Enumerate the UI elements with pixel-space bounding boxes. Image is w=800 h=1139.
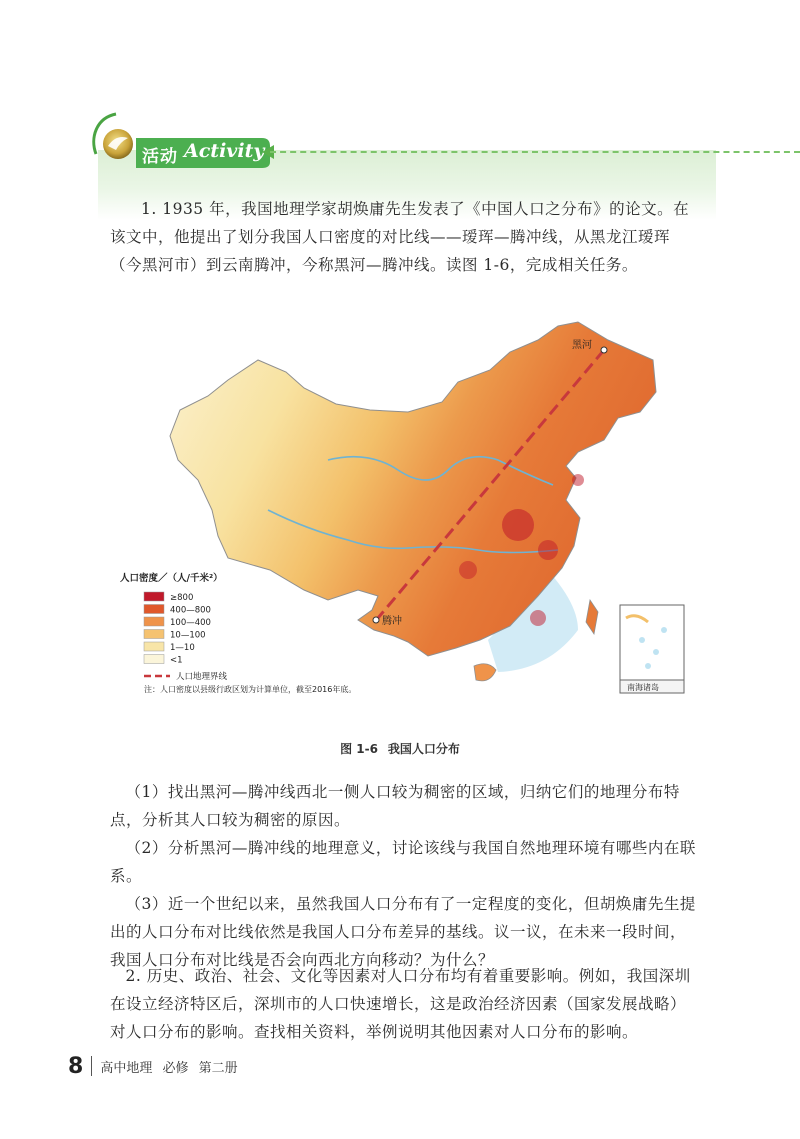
china-population-map: [108, 300, 708, 710]
legend-swatch: [144, 617, 164, 626]
activity-header: [86, 108, 726, 168]
book-volume: 必修: [162, 1060, 189, 1076]
activity-title-cn: 活动: [142, 147, 178, 167]
legend-swatch: [144, 605, 164, 614]
figure-caption: [0, 740, 800, 757]
task-3: （3）近一个世纪以来，虽然我国人口分布有了一定程度的变化，但胡焕庸先生提出的人口分布对比线依然是我国人口分布差异的基线。议一议，在未来一段时间，我国人口分布对比线是否会向西北方向移动？为什么？: [110, 895, 696, 969]
dense-cluster: [538, 540, 558, 560]
legend-swatch: [144, 642, 164, 651]
heihe-city-marker: [601, 347, 607, 353]
book-part: 第二册: [198, 1060, 238, 1076]
task-1: （1）找出黑河—腾冲线西北一侧人口较为稠密的区域，归纳它们的地理分布特点，分析其人口较为稠密的原因。: [110, 783, 680, 829]
dense-cluster: [502, 509, 534, 541]
legend-item-label: 10—100: [170, 630, 206, 641]
item-2: 2. 历史、政治、社会、文化等因素对人口分布均有着重要影响。例如，我国深圳在设立经济特区后，深圳市的人口快速增长，这是政治经济因素（国家发展战略）对人口分布的影响。查找相关资料，举例说明其他因素对人口分布的影响。: [110, 967, 691, 1041]
tengchong-city-label: 腾冲: [382, 616, 402, 627]
legend-item-label: 400—800: [170, 605, 211, 616]
south-china-sea-inset: [620, 605, 684, 693]
legend-note: 注：人口密度以县级行政区划为计算单位，截至2016年底。: [144, 685, 357, 694]
legend-swatch: [144, 655, 164, 664]
dense-cluster: [459, 561, 477, 579]
tengchong-city-marker: [373, 617, 379, 623]
figure-number: 图 1-6: [340, 742, 378, 756]
legend-swatch: [144, 630, 164, 639]
intro-paragraph: 1. 1935 年，我国地理学家胡焕庸先生发表了《中国人口之分布》的论文。在该文中，他提出了划分我国人口密度的对比线——瑷珲—腾冲线，从黑龙江瑷珲（今黑河市）到云南腾冲，今称黑河—腾冲线。读图 1-6，完成相关任务。: [110, 200, 690, 274]
legend-item-label: 100—400: [170, 618, 211, 628]
page-number: 8: [68, 1053, 84, 1079]
legend-swatch: [144, 592, 164, 601]
page-footer: [68, 1052, 238, 1080]
dashed-divider: [270, 151, 800, 153]
book-title: [100, 1057, 237, 1076]
task-2: （2）分析黑河—腾冲线的地理意义，讨论该线与我国自然地理环境有哪些内在联系。: [110, 839, 696, 885]
figure-title: 我国人口分布: [387, 742, 460, 756]
heihe-city-label: 黑河: [572, 340, 592, 351]
inset-label: 南海诸岛: [627, 683, 659, 692]
legend-item-label: 1—10: [170, 643, 195, 653]
legend-item-label: <1: [170, 655, 183, 666]
legend-item-label: ≥800: [170, 593, 194, 603]
legend-boundary-label: 人口地理界线: [176, 672, 228, 682]
dense-cluster: [530, 610, 546, 626]
dense-cluster: [572, 474, 584, 486]
activity-title-en: Activity: [184, 140, 265, 162]
book-name: 高中地理: [100, 1060, 153, 1076]
legend-title: 人口密度／（人/千米²）: [120, 573, 223, 584]
footer-divider: [91, 1056, 92, 1076]
